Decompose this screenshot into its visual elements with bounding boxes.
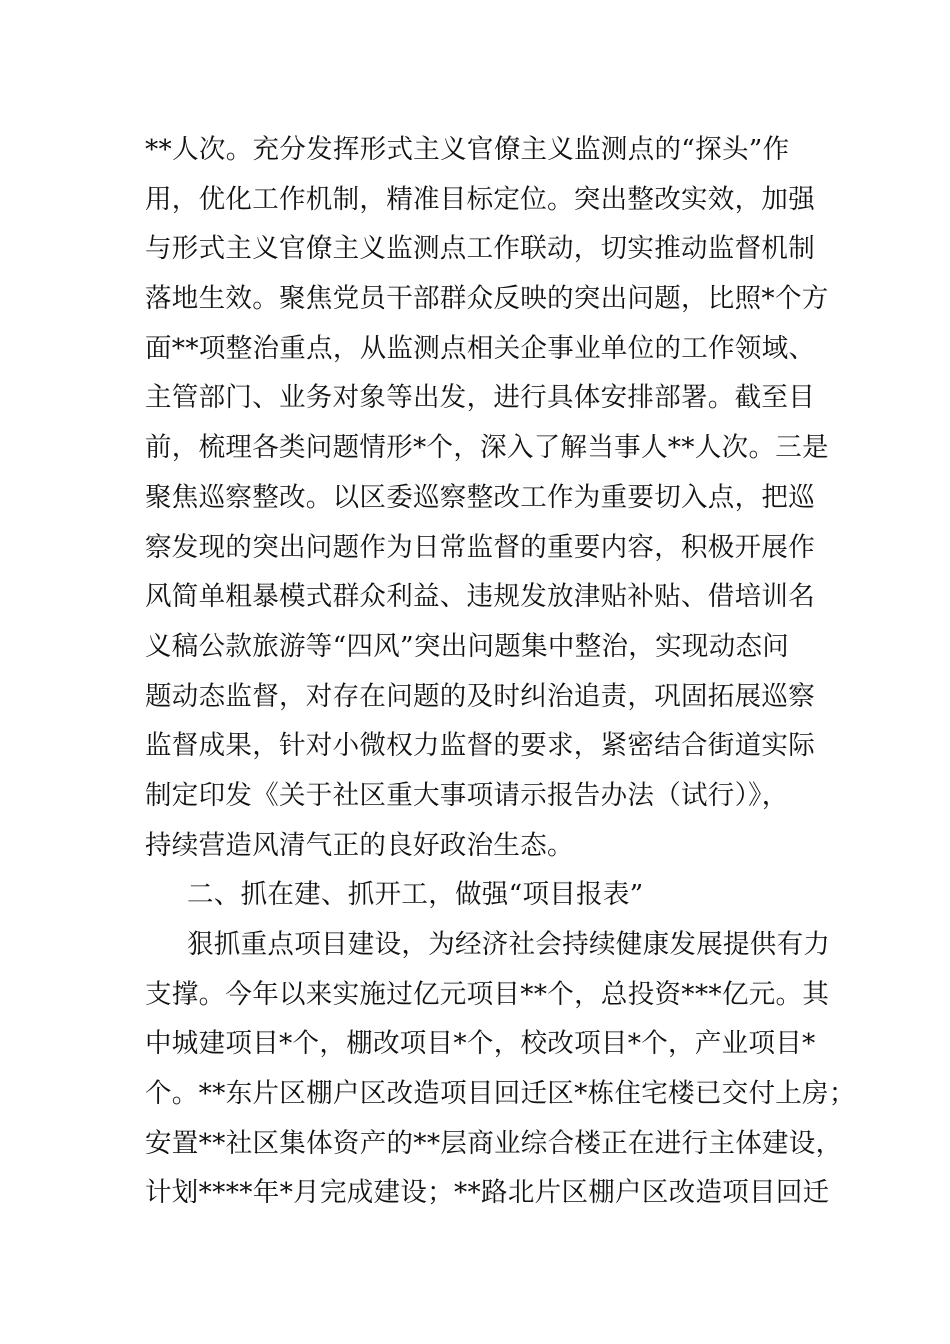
text-line: 与形式主义官僚主义监测点工作联动，切实推动监督机制 [145, 233, 815, 265]
document-body [145, 125, 856, 1218]
text-line: 题动态监督，对存在问题的及时纠治追责，巩固拓展巡察 [145, 680, 815, 712]
text-line: 聚焦巡察整改。以区委巡察整改工作为重要切入点，把巡 [145, 481, 815, 513]
section-heading: 二、抓在建、抓开工，做强“项目报表” [187, 879, 644, 911]
text-line: 持续营造风清气正的良好政治生态。 [145, 829, 574, 861]
text-line: 狠抓重点项目建设，为经济社会持续健康发展提供有力 [187, 929, 831, 960]
text-line: 中城建项目*个，棚改项目*个，校改项目*个，产业项目* [145, 1028, 816, 1060]
text-line: 主管部门、业务对象等出发，进行具体安排部署。截至目 [145, 382, 815, 414]
text-line: 风简单粗暴模式群众利益、违规发放津贴补贴、借培训名 [145, 581, 815, 613]
text-line: 制定印发《关于社区重大事项请示报告办法（试行）》， [145, 779, 789, 811]
text-line: 监督成果，针对小微权力监督的要求，紧密结合街道实际 [145, 730, 815, 762]
text-line: 个。**东片区棚户区改造项目回迁区*栋住宅楼已交付上房； [145, 1078, 856, 1110]
text-line: 义稿公款旅游等“四风”突出问题集中整治，实现动态问 [145, 630, 790, 662]
text-line: 察发现的突出问题作为日常监督的重要内容，积极开展作 [145, 531, 815, 563]
text-line: 安置**社区集体资产的**层商业综合楼正在进行主体建设， [145, 1127, 843, 1159]
text-line: 支撑。今年以来实施过亿元项目**个，总投资***亿元。其 [145, 978, 830, 1010]
text-line: 落地生效。聚焦党员干部群众反映的突出问题，比照*个方 [145, 283, 829, 315]
text-line: 面**项整治重点，从监测点相关企事业单位的工作领域、 [145, 332, 816, 364]
text-line: **人次。充分发挥形式主义官僚主义监测点的“探头”作 [145, 134, 790, 165]
text-line: 用，优化工作机制，精准目标定位。突出整改实效，加强 [145, 183, 815, 215]
text-line: 计划****年*月完成建设；**路北片区棚户区改造项目回迁 [145, 1177, 830, 1209]
text-line: 前，梳理各类问题情形*个，深入了解当事人**人次。三是 [145, 432, 829, 464]
